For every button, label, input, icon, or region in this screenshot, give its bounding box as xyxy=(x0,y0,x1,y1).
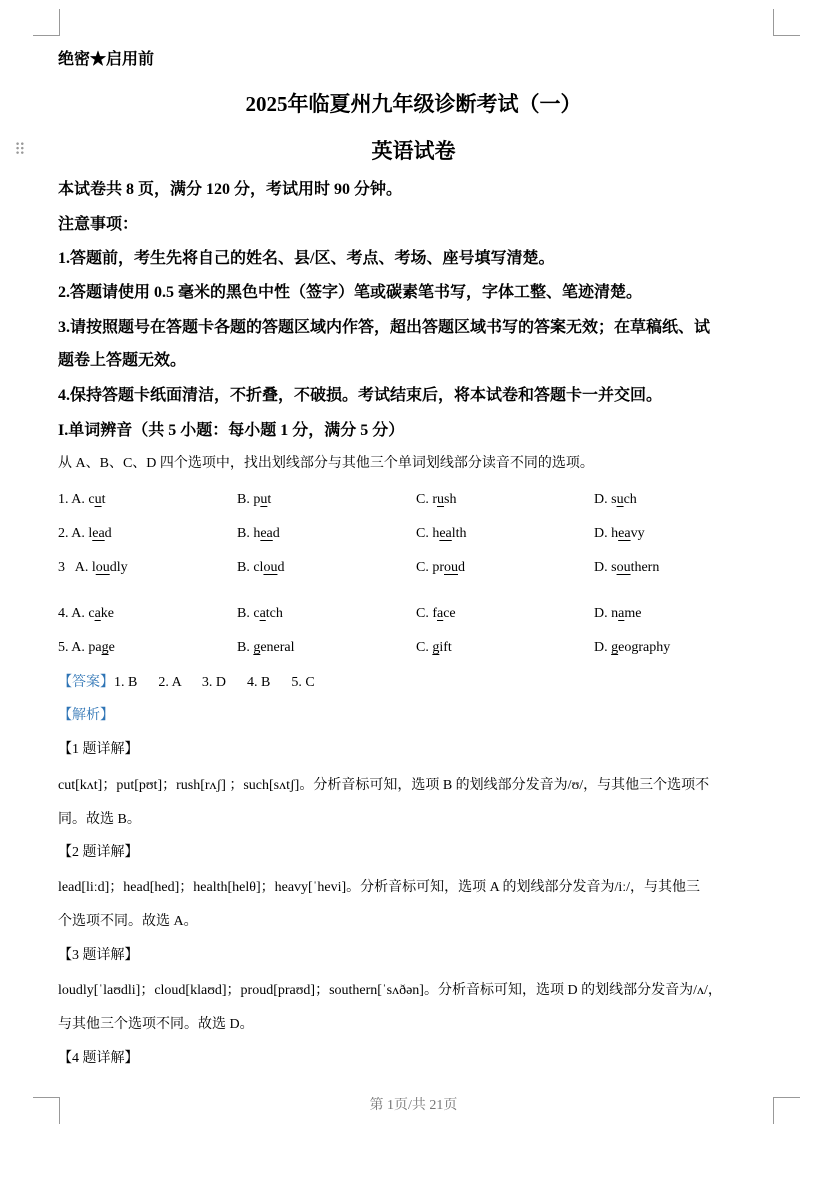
question-option xyxy=(58,638,115,658)
word-part: C. r xyxy=(416,492,437,507)
word-part: e xyxy=(108,640,115,655)
word-part: l xyxy=(91,560,96,575)
word-part: C. h xyxy=(416,526,440,541)
word-part: B. xyxy=(237,640,254,655)
word-part: eneral xyxy=(260,640,295,655)
word-part: B. p xyxy=(237,492,261,507)
analysis-label: 【解析】 xyxy=(58,708,114,723)
question-option xyxy=(58,524,112,544)
detail-title: 【1 题详解】 xyxy=(58,742,139,757)
underlined-letters: g xyxy=(253,640,261,655)
word-part: B. h xyxy=(237,526,261,541)
drag-handle-icon[interactable]: ⠿ xyxy=(14,142,26,159)
detail-title: 【3 题详解】 xyxy=(58,948,139,963)
question-option xyxy=(237,558,284,578)
question-option xyxy=(237,490,271,510)
word-part: c xyxy=(88,492,95,507)
detail-line: 个选项不同。故选 A。 xyxy=(58,914,198,929)
word-part: sh xyxy=(444,492,457,507)
detail-title: 【2 题详解】 xyxy=(58,845,139,860)
word-part: c xyxy=(88,606,95,621)
word-part: B. cl xyxy=(237,560,264,575)
page-subtitle: 英语试卷 xyxy=(371,139,456,163)
question-option xyxy=(58,558,128,578)
underlined-letters: g xyxy=(101,640,109,655)
crop-mark-top-right xyxy=(773,9,800,36)
word-part: thern xyxy=(630,560,660,575)
page-footer: 第 1页/共 21页 xyxy=(369,1098,458,1113)
answer-line xyxy=(58,673,315,693)
word-part: C. pr xyxy=(416,560,444,575)
word-part: pa xyxy=(88,640,102,655)
question-option xyxy=(594,604,641,624)
detail-title: 【4 题详解】 xyxy=(58,1051,139,1066)
answer-values: 1. B 2. A 3. D 4. B 5. C xyxy=(114,675,315,690)
word-part: D. h xyxy=(594,526,619,541)
note-item: 题卷上答题无效。 xyxy=(58,352,187,369)
question-option xyxy=(237,524,280,544)
underlined-letters: a xyxy=(259,606,266,621)
question-number: 5. A. xyxy=(58,640,89,655)
word-part: D. s xyxy=(594,560,617,575)
word-part: C. f xyxy=(416,606,437,621)
underlined-letters: u xyxy=(94,492,102,507)
word-part: ce xyxy=(443,606,456,621)
detail-line: loudly[ˈlaʊdli]；cloud[klaʊd]；proud[praʊd]；southern[ˈsʌðən]。分析音标可知，选项 D 的划线部分发音为/ʌ/， xyxy=(58,983,722,998)
question-option xyxy=(594,558,659,578)
question-option xyxy=(594,638,670,658)
underlined-letters: u xyxy=(437,492,444,507)
word-part: D. n xyxy=(594,606,619,621)
page-title: 2025年临夏州九年级诊断考试（一） xyxy=(245,92,582,116)
question-number: 1. A. xyxy=(58,492,89,507)
question-option xyxy=(237,638,295,658)
question-number: 4. A. xyxy=(58,606,89,621)
word-part: d xyxy=(458,560,465,575)
question-option xyxy=(237,604,283,624)
word-part: l xyxy=(88,526,93,541)
underlined-letters: g xyxy=(611,640,619,655)
underlined-letters: a xyxy=(437,606,444,621)
intro-text: 本试卷共 8 页，满分 120 分，考试用时 90 分钟。 xyxy=(58,181,403,198)
question-option xyxy=(594,524,645,544)
word-part: ke xyxy=(100,606,114,621)
detail-line: lead[liːd]；head[hed]；health[helθ]；heavy[ˈhevi]。分析音标可知，选项 A 的划线部分发音为/iː/，与其他三 xyxy=(58,880,701,895)
note-item: 1.答题前，考生先将自己的姓名、县/区、考点、考场、座号填写清楚。 xyxy=(58,250,555,267)
word-part: tch xyxy=(265,606,283,621)
underlined-letters: u xyxy=(616,492,624,507)
underlined-letters: ea xyxy=(618,526,631,541)
question-option xyxy=(416,638,452,658)
question-option xyxy=(58,604,114,624)
word-part: B. c xyxy=(237,606,260,621)
underlined-letters: a xyxy=(618,606,625,621)
detail-line: 同。故选 B。 xyxy=(58,812,141,827)
word-part: d xyxy=(272,526,280,541)
underlined-letters: ou xyxy=(444,560,458,575)
word-part: ift xyxy=(439,640,452,655)
underlined-letters: ea xyxy=(260,526,273,541)
section-heading: I.单词辨音（共 5 小题：每小题 1 分，满分 5 分） xyxy=(58,422,405,439)
word-part: ch xyxy=(623,492,637,507)
detail-line: cut[kʌt]；put[pʊt]；rush[rʌʃ] ；such[sʌtʃ]。分析音标可知，选项 B 的划线部分发音为/ʊ/，与其他三个选项不 xyxy=(58,778,710,793)
section-instruction: 从 A、B、C、D 四个选项中，找出划线部分与其他三个单词划线部分读音不同的选项。 xyxy=(58,456,594,471)
underlined-letters: a xyxy=(94,606,101,621)
question-option xyxy=(594,490,637,510)
question-option xyxy=(416,604,456,624)
underlined-letters: g xyxy=(432,640,440,655)
answer-label: 【答案】 xyxy=(58,675,114,690)
word-part: vy xyxy=(630,526,645,541)
word-part: C. xyxy=(416,640,433,655)
underlined-letters: u xyxy=(260,492,268,507)
question-option xyxy=(58,490,105,510)
word-part: d xyxy=(277,560,285,575)
note-item: 2.答题请使用 0.5 毫米的黑色中性（签字）笔或碳素笔书写，字体工整、笔迹清楚。 xyxy=(58,284,643,301)
underlined-letters: ea xyxy=(92,526,105,541)
word-part: d xyxy=(104,526,112,541)
word-part: t xyxy=(101,492,106,507)
word-part: D. s xyxy=(594,492,617,507)
note-item: 3.请按照题号在答题卡各题的答题区域内作答，超出答题区域书写的答案无效；在草稿纸、试 xyxy=(58,319,711,336)
underlined-letters: ea xyxy=(439,526,452,541)
secret-label: 绝密★启用前 xyxy=(58,51,155,68)
crop-mark-top-left xyxy=(33,9,60,36)
word-part: me xyxy=(624,606,642,621)
word-part: D. xyxy=(594,640,612,655)
question-option xyxy=(416,524,467,544)
detail-line: 与其他三个选项不同。故选 D。 xyxy=(58,1017,254,1032)
question-number: 3 A. xyxy=(58,560,92,575)
question-option xyxy=(416,490,456,510)
note-item: 4.保持答题卡纸面清洁，不折叠，不破损。考试结束后，将本试卷和答题卡一并交回。 xyxy=(58,387,663,404)
word-part: t xyxy=(267,492,272,507)
word-part: dly xyxy=(109,560,128,575)
underlined-letters: ou xyxy=(263,560,278,575)
question-number: 2. A. xyxy=(58,526,89,541)
word-part: eography xyxy=(618,640,671,655)
notes-title: 注意事项： xyxy=(58,216,139,233)
underlined-letters: ou xyxy=(95,560,110,575)
word-part: lth xyxy=(451,526,467,541)
underlined-letters: ou xyxy=(616,560,631,575)
question-option xyxy=(416,558,465,578)
